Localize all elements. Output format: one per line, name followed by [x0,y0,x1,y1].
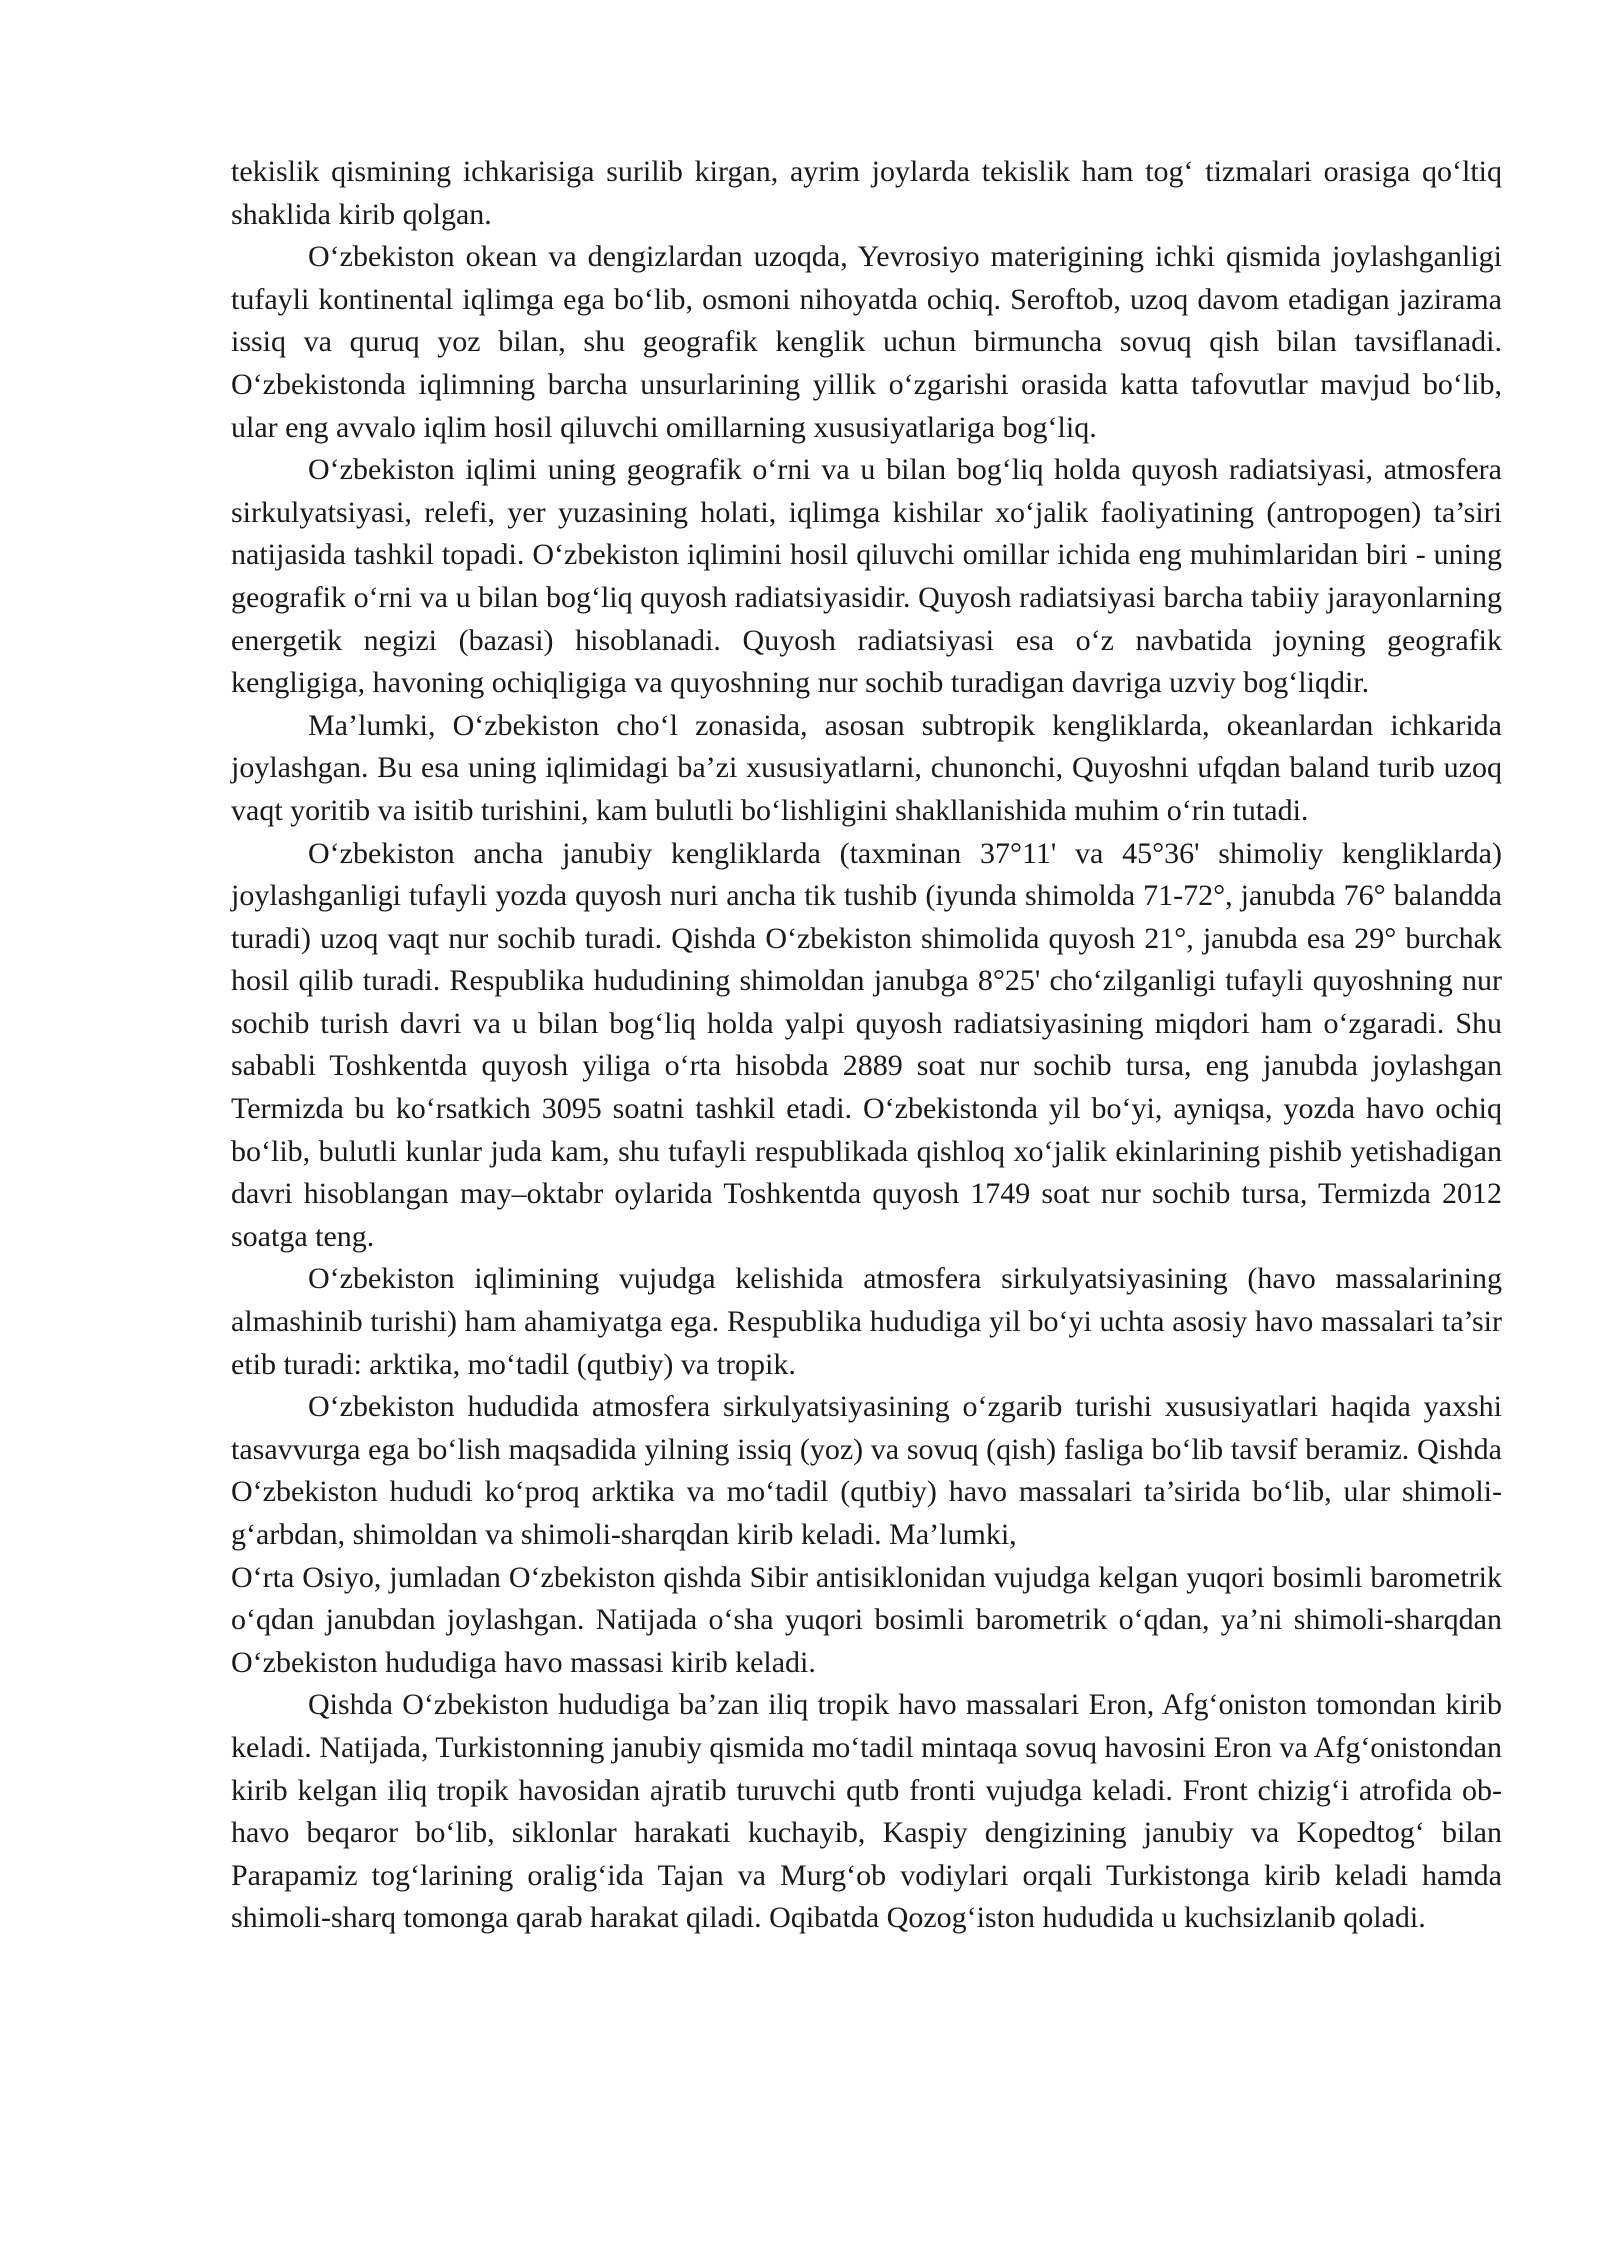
paragraph-climate-factors: O‘zbekiston iqlimi uning geografik o‘rni va u bilan bog‘liq holda quyosh radiatsiyasi, atmosfera sirkulyatsiyasi, relefi, yer yuzasining holati, iqlimga kishilar xo‘jalik faoliyatining (antropogen) ta’siri natijasida tashkil topadi. O‘zbekiston iqlimini hosil qiluvchi omillar ichida eng muhimlaridan biri - uning geografik o‘rni va u bilan bog‘liq quyosh radiatsiyasidir. Quyosh radiatsiyasi barcha tabiiy jarayonlarning energetik negizi (bazasi) hisoblanadi. Quyosh radiatsiyasi esa o‘z navbatida joyning geografik kengligiga, havoning ochiqligiga va quyoshning nur sochib turadigan davriga uzviy bog‘liqdir. [231,453,1502,700]
paragraph-siberian-anticyclone: O‘rta Osiyo, jumladan O‘zbekiston qishda Sibir antisiklonidan vujudga kelgan yuqori bosimli barometrik o‘qdan janubdan joylashgan. Natijada o‘sha yuqori bosimli barometrik o‘qdan, ya’ni shimoli-sharqdan O‘zbekiston hududiga havo massasi kirib keladi. [231,1560,1502,1679]
paragraph-circulation: O‘zbekiston hududida atmosfera sirkulyatsiyasining o‘zgarib turishi xususiyatlari haqida yaxshi tasavvurga ega bo‘lish maqsadida yilning issiq (yoz) va sovuq (qish) fasliga bo‘lib tavsif beramiz. Qishda O‘zbekiston hududi ko‘proq arktika va mo‘tadil (qutbiy) havo massalari ta’sirida bo‘lib, ular shimoli-g‘arbdan, shimoldan va shimoli-sharqdan kirib keladi. Ma’lumki, [231,1390,1502,1551]
paragraph-tropical-air: Qishda O‘zbekiston hududiga ba’zan iliq tropik havo massalari Eron, Afg‘oniston tomondan kirib keladi. Natijada, Turkistonning janubiy qismida mo‘tadil mintaqa sovuq havosini Eron va Afg‘onistondan kirib kelgan iliq tropik havosidan ajratib turuvchi qutb fronti vujudga keladi. Front chizig‘i atrofida ob-havo beqaror bo‘lib, siklonlar harakati kuchayib, Kaspiy dengizining janubiy va Kopedtog‘ bilan Parapamiz tog‘larining oralig‘ida Tajan va Murg‘ob vodiylari orqali Turkistonga kirib keladi hamda shimoli-sharq tomonga qarab harakat qiladi. Oqibatda Qozog‘iston hududida u kuchsizlanib qoladi. [231,1688,1502,1935]
paragraph-continuation: tekislik qismining ichkarisiga surilib kirgan, ayrim joylarda tekislik ham tog‘ tizmalari orasiga qo‘ltiq shaklida kirib qolgan. [231,155,1502,231]
paragraph-sun-angles: O‘zbekiston ancha janubiy kengliklarda (taxminan 37°11' va 45°36' shimoliy kengliklarda) joylashganligi tufayli yozda quyosh nuri ancha tik tushib (iyunda shimolda 71-72°, janubda 76° balandda turadi) uzoq vaqt nur sochib turadi. Qishda O‘zbekiston shimolida quyosh 21°, janubda esa 29° burchak hosil qilib turadi. Respublika hududining shimoldan janubga 8°25' cho‘zilganligi tufayli quyoshning nur sochib turish davri va u bilan bog‘liq holda yalpi quyosh radiatsiyasining miqdori ham o‘zgaradi. Shu sababli Toshkentda quyosh yiliga o‘rta hisobda 2889 soat nur sochib tursa, eng janubda joylashgan Termizda bu ko‘rsatkich 3095 soatni tashkil etadi. O‘zbekistonda yil bo‘yi, ayniqsa, yozda havo ochiq bo‘lib, bulutli kunlar juda kam, shu tufayli respublikada qishloq xo‘jalik ekinlarining pishib yetishadigan davri hisoblangan may–oktabr oylarida Toshkentda quyosh 1749 soat nur sochib tursa, Termizda 2012 soatga teng. [231,836,1502,1253]
paragraph-desert-zone: Ma’lumki, O‘zbekiston cho‘l zonasida, asosan subtropik kengliklarda, okeanlardan ichkarida joylashgan. Bu esa uning iqlimidagi ba’zi xususiyatlarni, chunonchi, Quyoshni ufqdan baland turib uzoq vaqt yoritib va isitib turishini, kam bulutli bo‘lishligini shakllanishida muhim o‘rin tutadi. [231,708,1502,827]
document-page [231,151,1502,1940]
paragraph-air-masses: O‘zbekiston iqlimining vujudga kelishida atmosfera sirkulyatsiyasining (havo massalarining almashinib turishi) ham ahamiyatga ega. Respublika hududiga yil bo‘yi uchta asosiy havo massalari ta’sir etib turadi: arktika, mo‘tadil (qutbiy) va tropik. [231,1262,1502,1381]
paragraph-continental-climate: O‘zbekiston okean va dengizlardan uzoqda, Yevrosiyo materigining ichki qismida joylashganligi tufayli kontinental iqlimga ega bo‘lib, osmoni nihoyatda ochiq. Seroftob, uzoq davom etadigan jazirama issiq va quruq yoz bilan, shu geografik kenglik uchun birmuncha sovuq qish bilan tavsiflanadi. O‘zbekistonda iqlimning barcha unsurlarining yillik o‘zgarishi orasida katta tafovutlar mavjud bo‘lib, ular eng avvalo iqlim hosil qiluvchi omillarning xususiyatlariga bog‘liq. [231,240,1502,444]
